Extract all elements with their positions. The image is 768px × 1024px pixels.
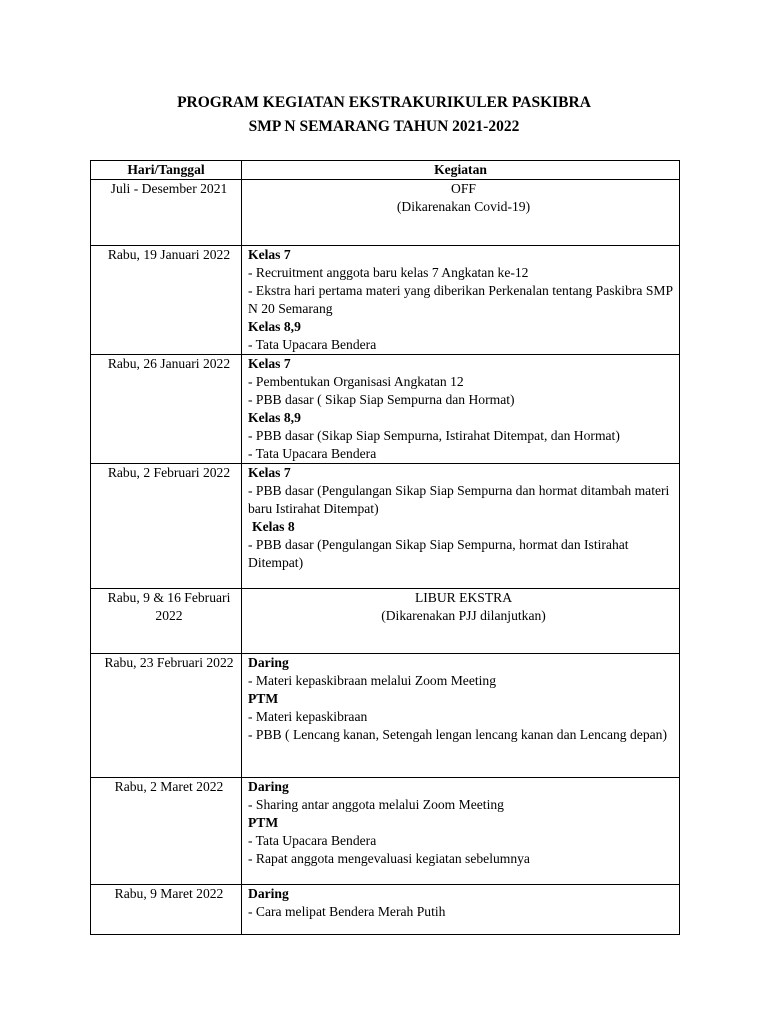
header-kegiatan: Kegiatan <box>242 161 680 180</box>
table-row <box>91 180 680 246</box>
group-heading: Kelas 8 <box>252 519 295 534</box>
activity-item: - Cara melipat Bendera Merah Putih <box>248 904 446 919</box>
row-date: Rabu, 9 & 16 Februari 2022 <box>91 589 242 654</box>
table-row <box>91 355 680 464</box>
header-hari-tanggal: Hari/Tanggal <box>91 161 242 180</box>
row-activity <box>242 464 680 589</box>
schedule-table <box>90 160 680 935</box>
activity-item: - Materi kepaskibraan melalui Zoom Meeting <box>248 673 497 688</box>
table-row <box>91 885 680 935</box>
group-heading: Kelas 8,9 <box>248 410 301 425</box>
row-date: Rabu, 2 Februari 2022 <box>91 464 242 589</box>
table-row <box>91 654 680 778</box>
row-activity <box>242 246 680 355</box>
row-date: Juli - Desember 2021 <box>91 180 242 246</box>
table-row <box>91 778 680 885</box>
table-row <box>91 246 680 355</box>
group-heading: Kelas 7 <box>248 465 291 480</box>
activity-item: - Pembentukan Organisasi Angkatan 12 <box>248 374 464 389</box>
activity-item: - Tata Upacara Bendera <box>248 446 377 461</box>
group-heading: Daring <box>248 655 289 670</box>
activity-item: - PBB ( Lencang kanan, Setengah lengan lencang kanan dan Lencang depan) <box>248 727 667 742</box>
activity-item: - Materi kepaskibraan <box>248 709 368 724</box>
activity-item: - Ekstra hari pertama materi yang diberikan Perkenalan tentang Paskibra SMP N 20 Semarang <box>248 283 673 316</box>
activity-note: (Dikarenakan PJJ dilanjutkan) <box>381 608 546 623</box>
table-row <box>91 464 680 589</box>
activity-item: - Sharing antar anggota melalui Zoom Meeting <box>248 797 504 812</box>
activity-item: - Recruitment anggota baru kelas 7 Angkatan ke-12 <box>248 265 529 280</box>
activity-item: - PBB dasar (Pengulangan Sikap Siap Sempurna dan hormat ditambah materi baru Istirahat Ditempat) <box>248 483 670 516</box>
row-date: Rabu, 2 Maret 2022 <box>91 778 242 885</box>
row-activity <box>242 589 680 654</box>
activity-note: (Dikarenakan Covid-19) <box>396 199 531 214</box>
document-subtitle: SMP N SEMARANG TAHUN 2021-2022 <box>248 118 520 135</box>
document-title: PROGRAM KEGIATAN EKSTRAKURIKULER PASKIBRA <box>177 94 591 111</box>
group-heading: Daring <box>248 886 289 901</box>
activity-item: - Rapat anggota mengevaluasi kegiatan sebelumnya <box>248 851 530 866</box>
activity-status: OFF <box>451 181 476 196</box>
group-heading: Kelas 8,9 <box>248 319 301 334</box>
group-heading: Daring <box>248 779 289 794</box>
activity-status: LIBUR EKSTRA <box>414 590 513 605</box>
row-date: Rabu, 23 Februari 2022 <box>91 654 242 778</box>
row-activity <box>242 180 680 246</box>
activity-item: - PBB dasar (Sikap Siap Sempurna, Istirahat Ditempat, dan Hormat) <box>248 428 620 443</box>
activity-item: - Tata Upacara Bendera <box>248 337 377 352</box>
activity-item: - PBB dasar (Pengulangan Sikap Siap Sempurna, hormat dan Istirahat Ditempat) <box>248 537 629 570</box>
group-heading: Kelas 7 <box>248 247 291 262</box>
group-heading: PTM <box>248 691 279 706</box>
row-activity <box>242 778 680 885</box>
group-heading: Kelas 7 <box>248 356 291 371</box>
group-heading: PTM <box>248 815 279 830</box>
row-date: Rabu, 19 Januari 2022 <box>91 246 242 355</box>
table-row <box>91 589 680 654</box>
row-activity <box>242 654 680 778</box>
row-activity <box>242 355 680 464</box>
table-header-row <box>91 161 680 180</box>
activity-item: - Tata Upacara Bendera <box>248 833 377 848</box>
activity-item: - PBB dasar ( Sikap Siap Sempurna dan Hormat) <box>248 392 515 407</box>
row-activity <box>242 885 680 935</box>
row-date: Rabu, 26 Januari 2022 <box>91 355 242 464</box>
row-date: Rabu, 9 Maret 2022 <box>91 885 242 935</box>
